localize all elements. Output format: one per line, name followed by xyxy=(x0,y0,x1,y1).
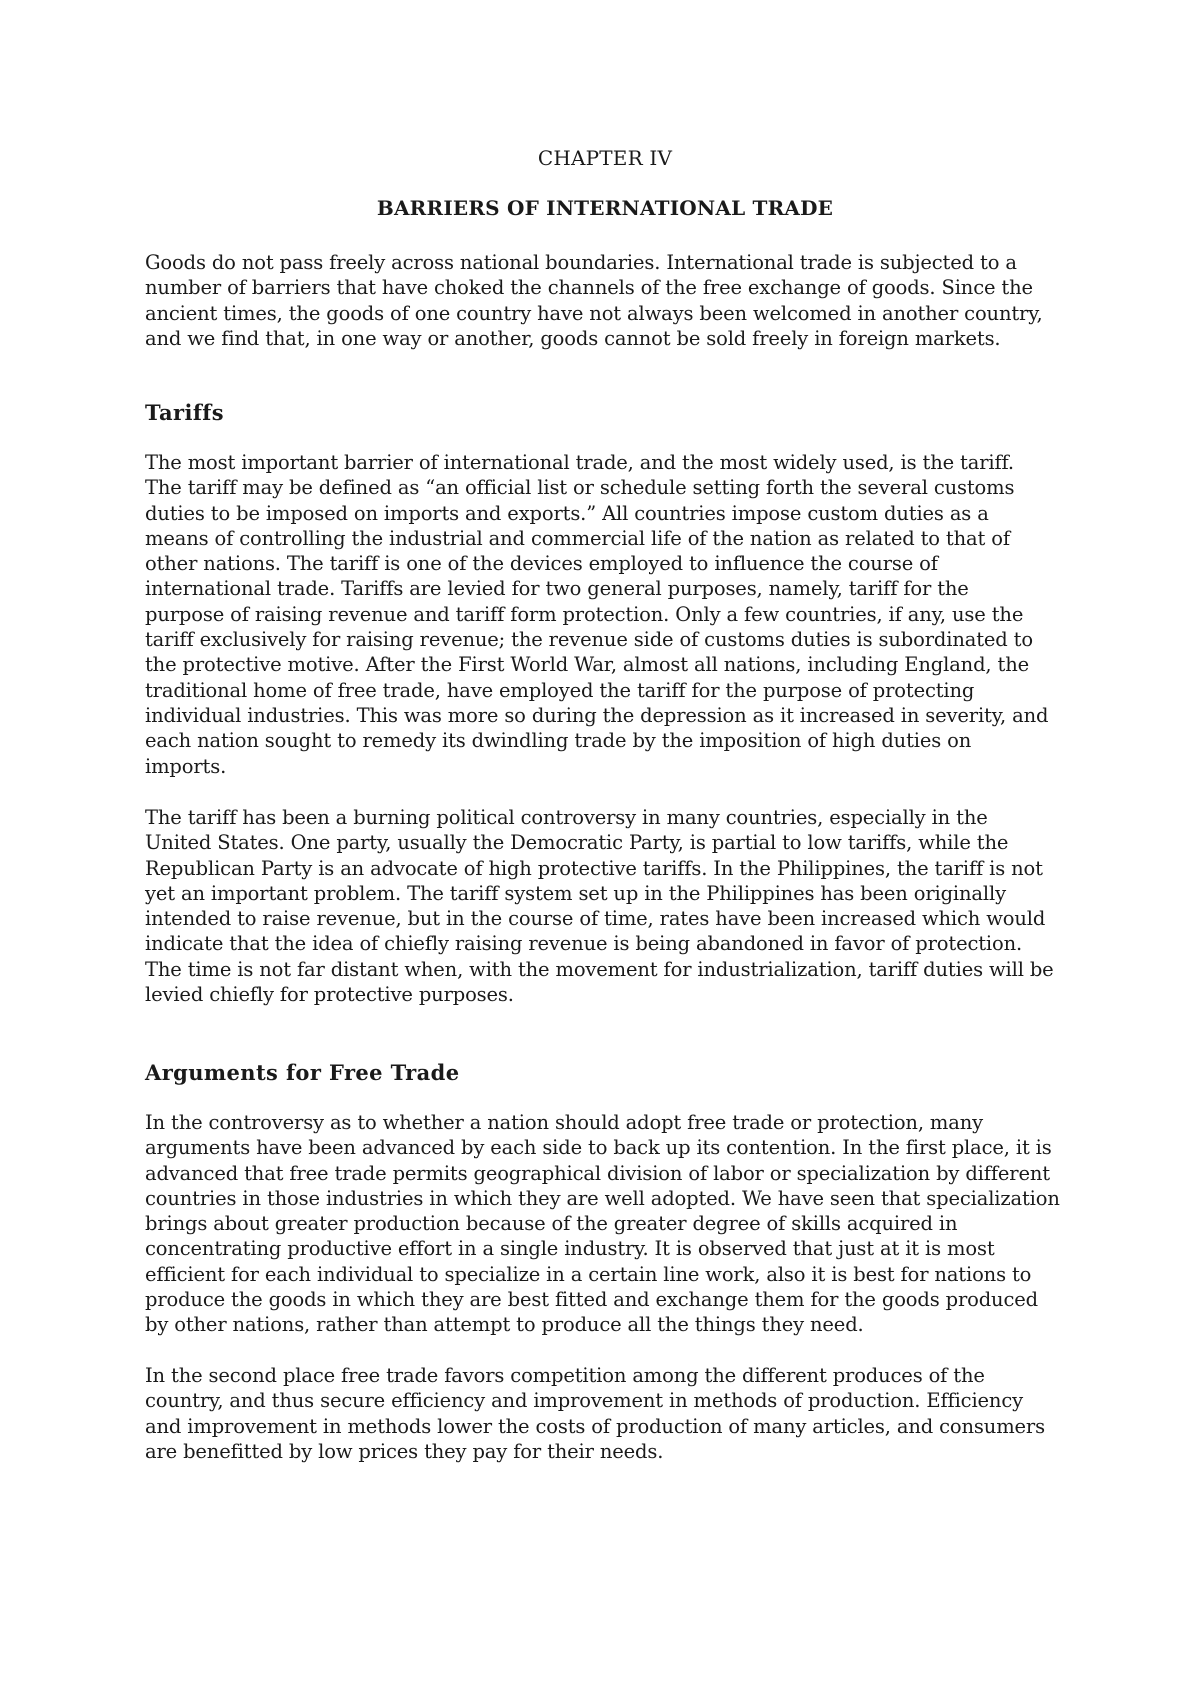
chapter-label: CHAPTER IV xyxy=(537,146,673,170)
paragraph-line: and we find that, in one way or another, goods cannot be sold freely in foreign markets. xyxy=(145,326,1001,350)
paragraph-line: arguments have been advanced by each side to back up its contention. In the first place, it is xyxy=(145,1136,1052,1160)
paragraph-line: concentrating productive effort in a single industry. It is observed that just at it is most xyxy=(145,1237,995,1261)
paragraph-line: are benefitted by low prices they pay for their needs. xyxy=(145,1439,664,1463)
paragraph-line: countries in those industries in which they are well adopted. We have seen that specialization xyxy=(145,1186,1060,1210)
paragraph-line: purpose of raising revenue and tariff form protection. Only a few countries, if any, use the xyxy=(145,602,1024,626)
paragraph-line: levied chiefly for protective purposes. xyxy=(145,983,514,1007)
paragraph-line: The most important barrier of international trade, and the most widely used, is the tariff. xyxy=(145,451,1014,474)
paragraph-line: international trade. Tariffs are levied for two general purposes, namely, tariff for the xyxy=(145,577,969,601)
paragraph-line: the protective motive. After the First World War, almost all nations, including England, the xyxy=(145,653,1030,677)
free-trade-paragraph-1 xyxy=(145,1110,1065,1338)
section-heading-free-trade: Arguments for Free Trade xyxy=(145,1060,460,1085)
paragraph-line: ancient times, the goods of one country have not always been welcomed in another country, xyxy=(145,301,1043,325)
paragraph-line: United States. One party, usually the Democratic Party, is partial to low tariffs, while the xyxy=(145,831,1009,855)
paragraph-line: In the second place free trade favors competition among the different produces of the xyxy=(145,1364,985,1387)
paragraph-line: by other nations, rather than attempt to produce all the things they need. xyxy=(145,1313,864,1337)
paragraph-line: means of controlling the industrial and commercial life of the nation as related to that of xyxy=(145,526,1010,550)
tariffs-paragraph-1 xyxy=(145,450,1065,779)
paragraph-line: country, and thus secure efficiency and improvement in methods of production. Efficiency xyxy=(145,1389,1023,1413)
paragraph-line: and improvement in methods lower the costs of production of many articles, and consumers xyxy=(145,1414,1045,1438)
paragraph-line: number of barriers that have choked the channels of the free exchange of goods. Since the xyxy=(145,276,1033,300)
paragraph-line: indicate that the idea of chiefly raising revenue is being abandoned in favor of protection. xyxy=(145,932,1023,956)
paragraph-line: individual industries. This was more so during the depression as it increased in severity, and xyxy=(145,703,1049,727)
section-heading-tariffs: Tariffs xyxy=(145,400,224,425)
paragraph-line: In the controversy as to whether a nation should adopt free trade or protection, many xyxy=(145,1111,984,1134)
free-trade-paragraph-2 xyxy=(145,1363,1065,1464)
paragraph-line: intended to raise revenue, but in the course of time, rates have been increased which would xyxy=(145,907,1046,931)
paragraph-line: The tariff has been a burning political controversy in many countries, especially in the xyxy=(145,806,988,829)
paragraph-line: Republican Party is an advocate of high protective tariffs. In the Philippines, the tariff is not xyxy=(145,856,1043,880)
paragraph-line: yet an important problem. The tariff system set up in the Philippines has been originally xyxy=(145,881,1006,905)
intro-paragraph xyxy=(145,250,1065,351)
tariffs-paragraph-2 xyxy=(145,805,1065,1007)
paragraph-line: advanced that free trade permits geographical division of labor or specialization by different xyxy=(145,1161,1050,1185)
paragraph-line: The tariff may be defined as “an official list or schedule setting forth the several customs xyxy=(145,476,1015,500)
paragraph-line: imports. xyxy=(145,754,227,778)
paragraph-line: Goods do not pass freely across national boundaries. International trade is subjected to a xyxy=(145,251,1017,274)
paragraph-line: traditional home of free trade, have employed the tariff for the purpose of protecting xyxy=(145,678,975,702)
paragraph-line: efficient for each individual to specialize in a certain line work, also it is best for nations to xyxy=(145,1262,1032,1286)
paragraph-line: duties to be imposed on imports and exports.” All countries impose custom duties as a xyxy=(145,501,989,525)
paragraph-line: other nations. The tariff is one of the devices employed to influence the course of xyxy=(145,552,938,576)
tariffs-section-heading-wrap xyxy=(145,400,1065,425)
paragraph-line: produce the goods in which they are best fitted and exchange them for the goods produced xyxy=(145,1288,1038,1312)
paragraph-line: brings about greater production because of the greater degree of skills acquired in xyxy=(145,1212,958,1236)
paragraph-line: tariff exclusively for raising revenue; the revenue side of customs duties is subordinated to xyxy=(145,628,1033,652)
paragraph-line: each nation sought to remedy its dwindling trade by the imposition of high duties on xyxy=(145,729,972,753)
chapter-title: BARRIERS OF INTERNATIONAL TRADE xyxy=(376,196,834,220)
paragraph-line: The time is not far distant when, with the movement for industrialization, tariff duties will be xyxy=(145,957,1054,981)
free-trade-section-heading-wrap xyxy=(145,1060,1065,1085)
